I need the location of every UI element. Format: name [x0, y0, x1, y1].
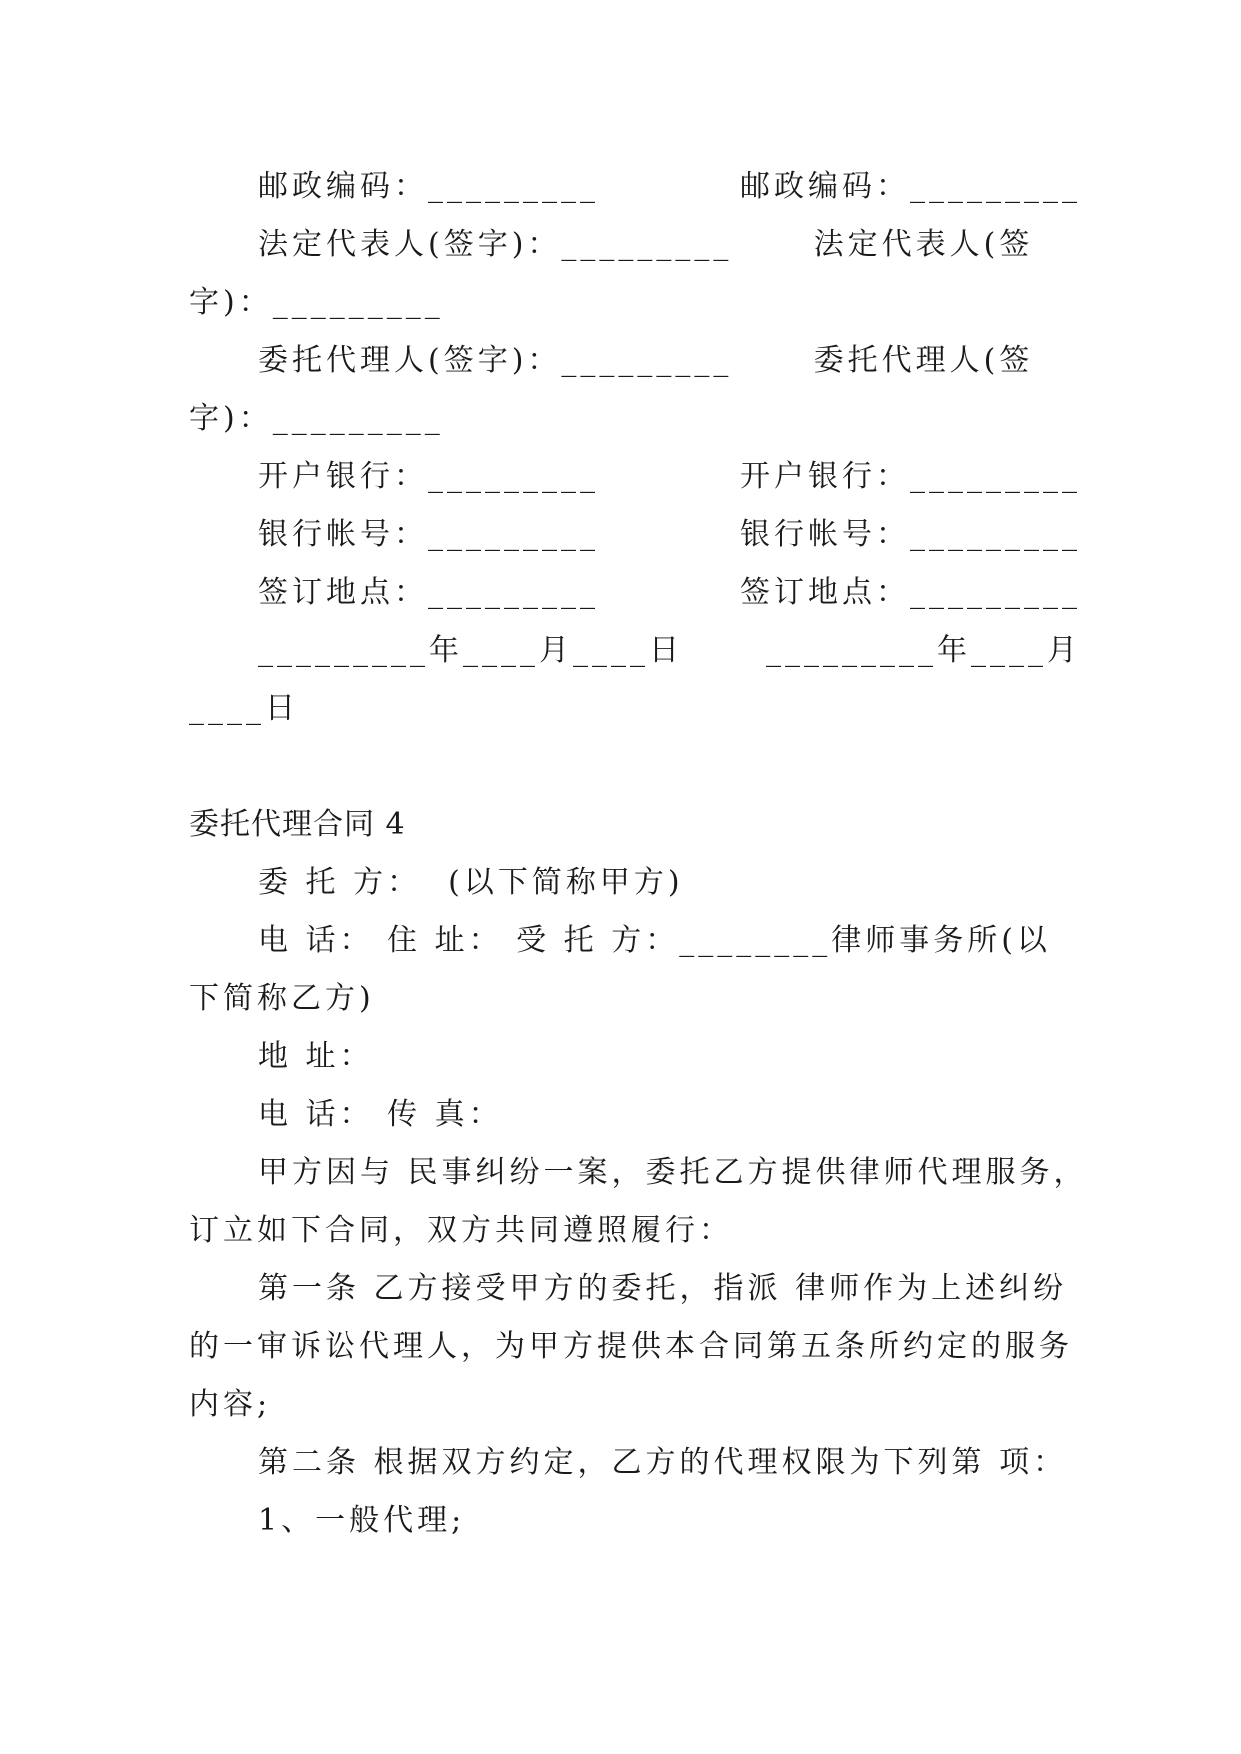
account-right: 银行帐号：_________: [740, 517, 1081, 552]
contract-title: 委托代理合同 4: [189, 807, 406, 842]
phone-fax-line: 电 话： 传 真：: [258, 1097, 503, 1132]
client-line: 委 托 方： (以下简称甲方): [258, 865, 684, 900]
agent-line-1: 委托代理人(签字)：_________ 委托代理人(签: [258, 343, 1034, 378]
article-2-line-1: 第二条 根据双方约定，乙方的代理权限为下列第 项：: [258, 1445, 1068, 1480]
item-1-line: 1、一般代理;: [258, 1503, 466, 1538]
legal-rep-line-1: 法定代表人(签字)：_________ 法定代表人(签: [258, 227, 1034, 262]
address-line: 地 址：: [258, 1039, 374, 1074]
date-right: _________年____月: [766, 633, 1081, 668]
postal-code-left: 邮政编码：_________: [258, 169, 599, 204]
article-1-line-3: 内容;: [189, 1387, 272, 1422]
place-right: 签订地点：_________: [740, 575, 1081, 610]
contact-line-1: 电 话： 住 址： 受 托 方：________律师事务所(以: [258, 923, 1051, 958]
legal-rep-line-2: 字)：_________: [189, 285, 444, 320]
postal-code-right: 邮政编码：_________: [740, 169, 1081, 204]
date-left: _________年____月____日: [258, 633, 683, 668]
intro-line-2: 订立如下合同，双方共同遵照履行：: [189, 1213, 733, 1248]
article-1-line-2: 的一审诉讼代理人，为甲方提供本合同第五条所约定的服务: [189, 1329, 1073, 1364]
date-right-continued: ____日: [189, 691, 299, 726]
agent-line-2: 字)：_________: [189, 401, 444, 436]
account-left: 银行帐号：_________: [258, 517, 599, 552]
intro-line-1: 甲方因与 民事纠纷一案，委托乙方提供律师代理服务，: [258, 1155, 1088, 1190]
article-1-line-1: 第一条 乙方接受甲方的委托，指派 律师作为上述纠纷: [258, 1271, 1068, 1306]
place-left: 签订地点：_________: [258, 575, 599, 610]
bank-left: 开户银行：_________: [258, 459, 599, 494]
bank-right: 开户银行：_________: [740, 459, 1081, 494]
contact-line-2: 下简称乙方): [189, 981, 375, 1016]
